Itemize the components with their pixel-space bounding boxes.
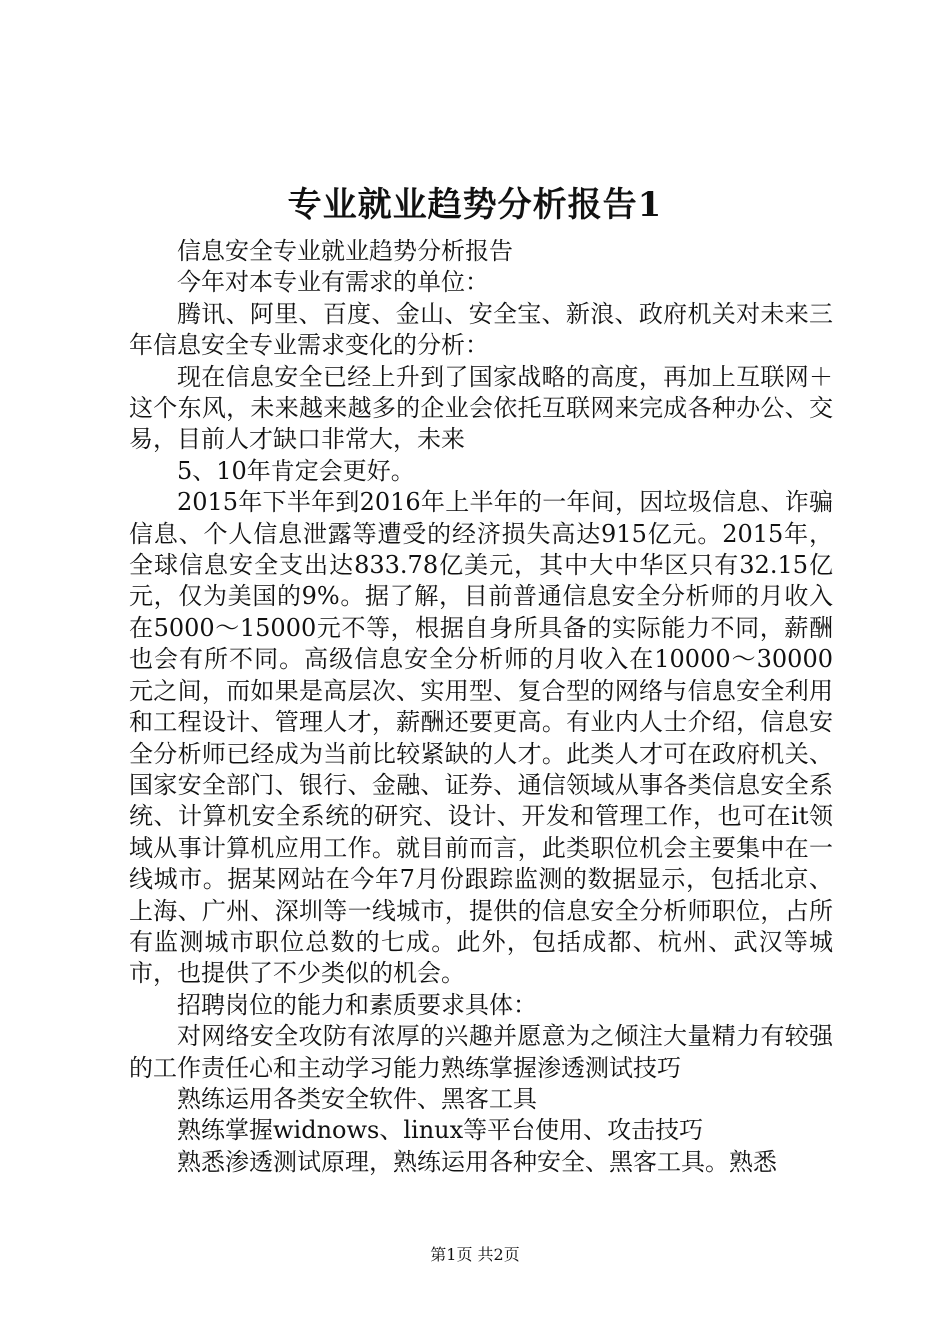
paragraph-demand-units: 腾讯、阿里、百度、金山、安全宝、新浪、政府机关对未来三年信息安全专业需求变化的分析：	[129, 299, 833, 360]
paragraph-subtitle: 信息安全专业就业趋势分析报告	[177, 237, 513, 265]
paragraph-requirement-3: 熟练掌握widnows、linux等平台使用、攻击技巧	[177, 1116, 704, 1145]
paragraph-demand-units-heading: 今年对本专业有需求的单位：	[177, 268, 489, 297]
paragraph-requirements-heading: 招聘岗位的能力和素质要求具体：	[177, 990, 537, 1019]
paragraph-requirement-4: 熟悉渗透测试原理，熟练运用各种安全、黑客工具。熟悉	[177, 1147, 777, 1176]
document-body	[129, 236, 833, 1178]
paragraph-market-analysis: 2015年下半年到2016年上半年的一年间，因垃圾信息、诈骗信息、个人信息泄露等遭受的经济损失高达915亿元。2015年，全球信息安全支出达833.78亿美元，其中大中华区只有32.15亿元，仅为美国的9%。据了解，目前普通信息安全分析师的月收入在5000～15000元不等，根据自身所具备的实际能力不同，薪酬也会有所不同。高级信息安全分析师的月收入在10000～30000元之间，而如果是高层次、实用型、复合型的网络与信息安全利用和工程设计、管理人才，薪酬还要更高。有业内人士介绍，信息安全分析师已经成为当前比较紧缺的人才。此类人才可在政府机关、国家安全部门、银行、金融、证券、通信领域从事各类信息安全系统、计算机安全系统的研究、设计、开发和管理工作，也可在it领域从事计算机应用工作。就目前而言，此类职位机会主要集中在一线城市。据某网站在今年7月份跟踪监测的数据显示，包括北京、上海、广州、深圳等一线城市，提供的信息安全分析师职位，占所有监测城市职位总数的七成。此外，包括成都、杭州、武汉等城市，也提供了不少类似的机会。	[129, 488, 833, 988]
document-title: 专业就业趋势分析报告1	[287, 185, 663, 225]
paragraph-outlook: 现在信息安全已经上升到了国家战略的高度，再加上互联网＋这个东风，未来越来越多的企业会依托互联网来完成各种办公、交易，目前人才缺口非常大，未来	[129, 362, 833, 454]
page-footer: 第1页 共2页	[430, 1245, 520, 1264]
paragraph-requirement-1: 对网络安全攻防有浓厚的兴趣并愿意为之倾注大量精力有较强的工作责任心和主动学习能力熟练掌握渗透测试技巧	[129, 1022, 833, 1082]
paragraph-requirement-2: 熟练运用各类安全软件、黑客工具	[177, 1084, 537, 1113]
paragraph-outlook-continued: 5、10年肯定会更好。	[177, 456, 415, 485]
